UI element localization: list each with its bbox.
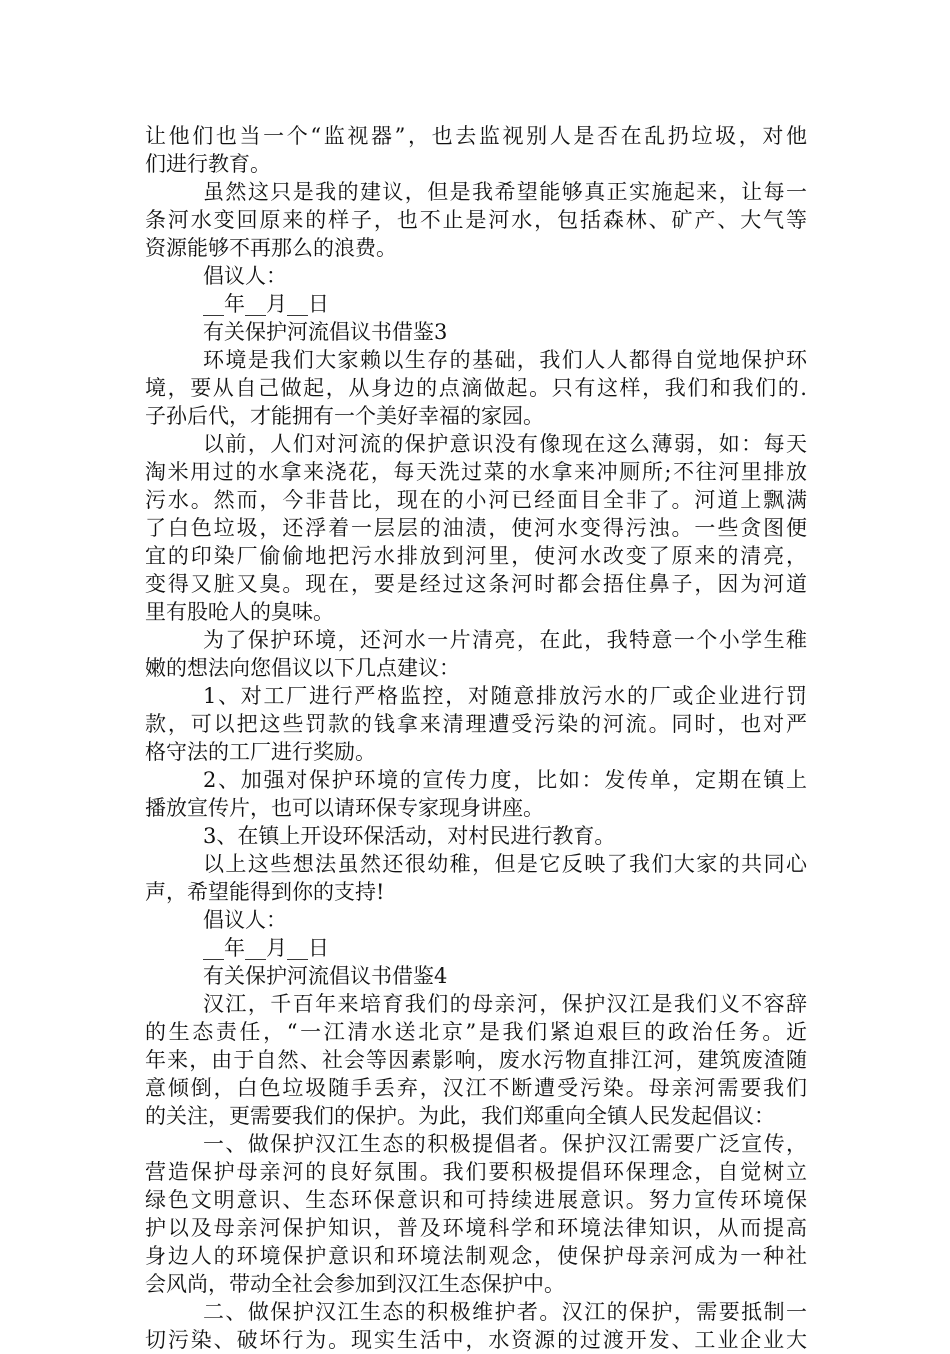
text-line: 污水。然而，今非昔比，现在的小河已经面目全非了。河道上飘满: [145, 488, 807, 512]
text-line: 淘米用过的水拿来浇花，每天洗过菜的水拿来冲厕所;不往河里排放: [145, 460, 807, 484]
text-line: 里有股呛人的臭味。: [145, 600, 334, 624]
text-line: 声，希望能得到你的支持!: [145, 880, 385, 904]
text-line: 意倾倒，白色垃圾随手丢弃，汉江不断遭受污染。母亲河需要我们: [145, 1076, 807, 1100]
text-line: 有关保护河流倡议书借鉴3: [203, 320, 448, 344]
text-line: __年__月__日: [203, 936, 329, 960]
text-line: 嫩的想法向您倡议以下几点建议：: [145, 656, 460, 680]
text-line: 条河水变回原来的样子，也不止是河水，包括森林、矿产、大气等: [145, 208, 807, 232]
text-line: 3、在镇上开设环保活动，对村民进行教育。: [203, 824, 616, 848]
text-line: 身边人的环境保护意识和环境法制观念，使保护母亲河成为一种社: [145, 1244, 807, 1268]
text-line: 汉江，千百年来培育我们的母亲河，保护汉江是我们义不容辞: [203, 992, 807, 1016]
text-line: 1、对工厂进行严格监控，对随意排放污水的厂或企业进行罚: [203, 684, 807, 708]
text-line: 以上这些想法虽然还很幼稚，但是它反映了我们大家的共同心: [203, 852, 807, 876]
text-line: 倡议人：: [203, 908, 287, 932]
text-line: 让他们也当一个“监视器”，也去监视别人是否在乱扔垃圾，对他: [145, 124, 807, 148]
text-line: __年__月__日: [203, 292, 329, 316]
text-line: 播放宣传片，也可以请环保专家现身讲座。: [145, 796, 544, 820]
text-line: 的关注，更需要我们的保护。为此，我们郑重向全镇人民发起倡议：: [145, 1104, 775, 1128]
text-line: 护以及母亲河保护知识，普及环境科学和环境法律知识，从而提高: [145, 1216, 807, 1240]
text-line: 有关保护河流倡议书借鉴4: [203, 964, 448, 988]
text-line: 会风尚，带动全社会参加到汉江生态保护中。: [145, 1272, 565, 1296]
text-line: 环境是我们大家赖以生存的基础，我们人人都得自觉地保护环: [203, 348, 807, 372]
text-line: 格守法的工厂进行奖励。: [145, 740, 376, 764]
text-line: 为了保护环境，还河水一片清亮，在此，我特意一个小学生稚: [203, 628, 807, 652]
text-line: 绿色文明意识、生态环保意识和可持续进展意识。努力宣传环境保: [145, 1188, 807, 1212]
text-line: 宜的印染厂偷偷地把污水排放到河里，使河水改变了原来的清亮，: [145, 544, 807, 568]
text-line: 2、加强对保护环境的宣传力度，比如：发传单，定期在镇上: [203, 768, 807, 792]
text-line: 年来，由于自然、社会等因素影响，废水污物直排江河，建筑废渣随: [145, 1048, 807, 1072]
text-line: 二、做保护汉江生态的积极维护者。汉江的保护，需要抵制一: [203, 1300, 807, 1324]
text-line: 变得又脏又臭。现在，要是经过这条河时都会捂住鼻子，因为河道: [145, 572, 807, 596]
text-line: 子孙后代，才能拥有一个美好幸福的家园。: [145, 404, 544, 428]
text-line: 营造保护母亲河的良好氛围。我们要积极提倡环保理念，自觉树立: [145, 1160, 807, 1184]
text-line: 款，可以把这些罚款的钱拿来清理遭受污染的河流。同时，也对严: [145, 712, 807, 736]
text-line: 了白色垃圾，还浮着一层层的油渍，使河水变得污浊。一些贪图便: [145, 516, 807, 540]
text-line: 倡议人：: [203, 264, 287, 288]
text-line: 们进行教育。: [145, 152, 271, 176]
text-line: 资源能够不再那么的浪费。: [145, 236, 397, 260]
document-page: [145, 122, 807, 1354]
text-line: 以前，人们对河流的保护意识没有像现在这么薄弱，如：每天: [203, 432, 807, 456]
text-line: 一、做保护汉江生态的积极提倡者。保护汉江需要广泛宣传，: [203, 1132, 807, 1156]
text-line: 虽然这只是我的建议，但是我希望能够真正实施起来，让每一: [203, 180, 807, 204]
text-line: 切污染、破坏行为。现实生活中，水资源的过渡开发、工业企业大: [145, 1328, 807, 1352]
text-line: 的生态责任，“一江清水送北京”是我们紧迫艰巨的政治任务。近: [145, 1020, 807, 1044]
text-line: 境，要从自己做起，从身边的点滴做起。只有这样，我们和我们的.: [145, 376, 807, 400]
